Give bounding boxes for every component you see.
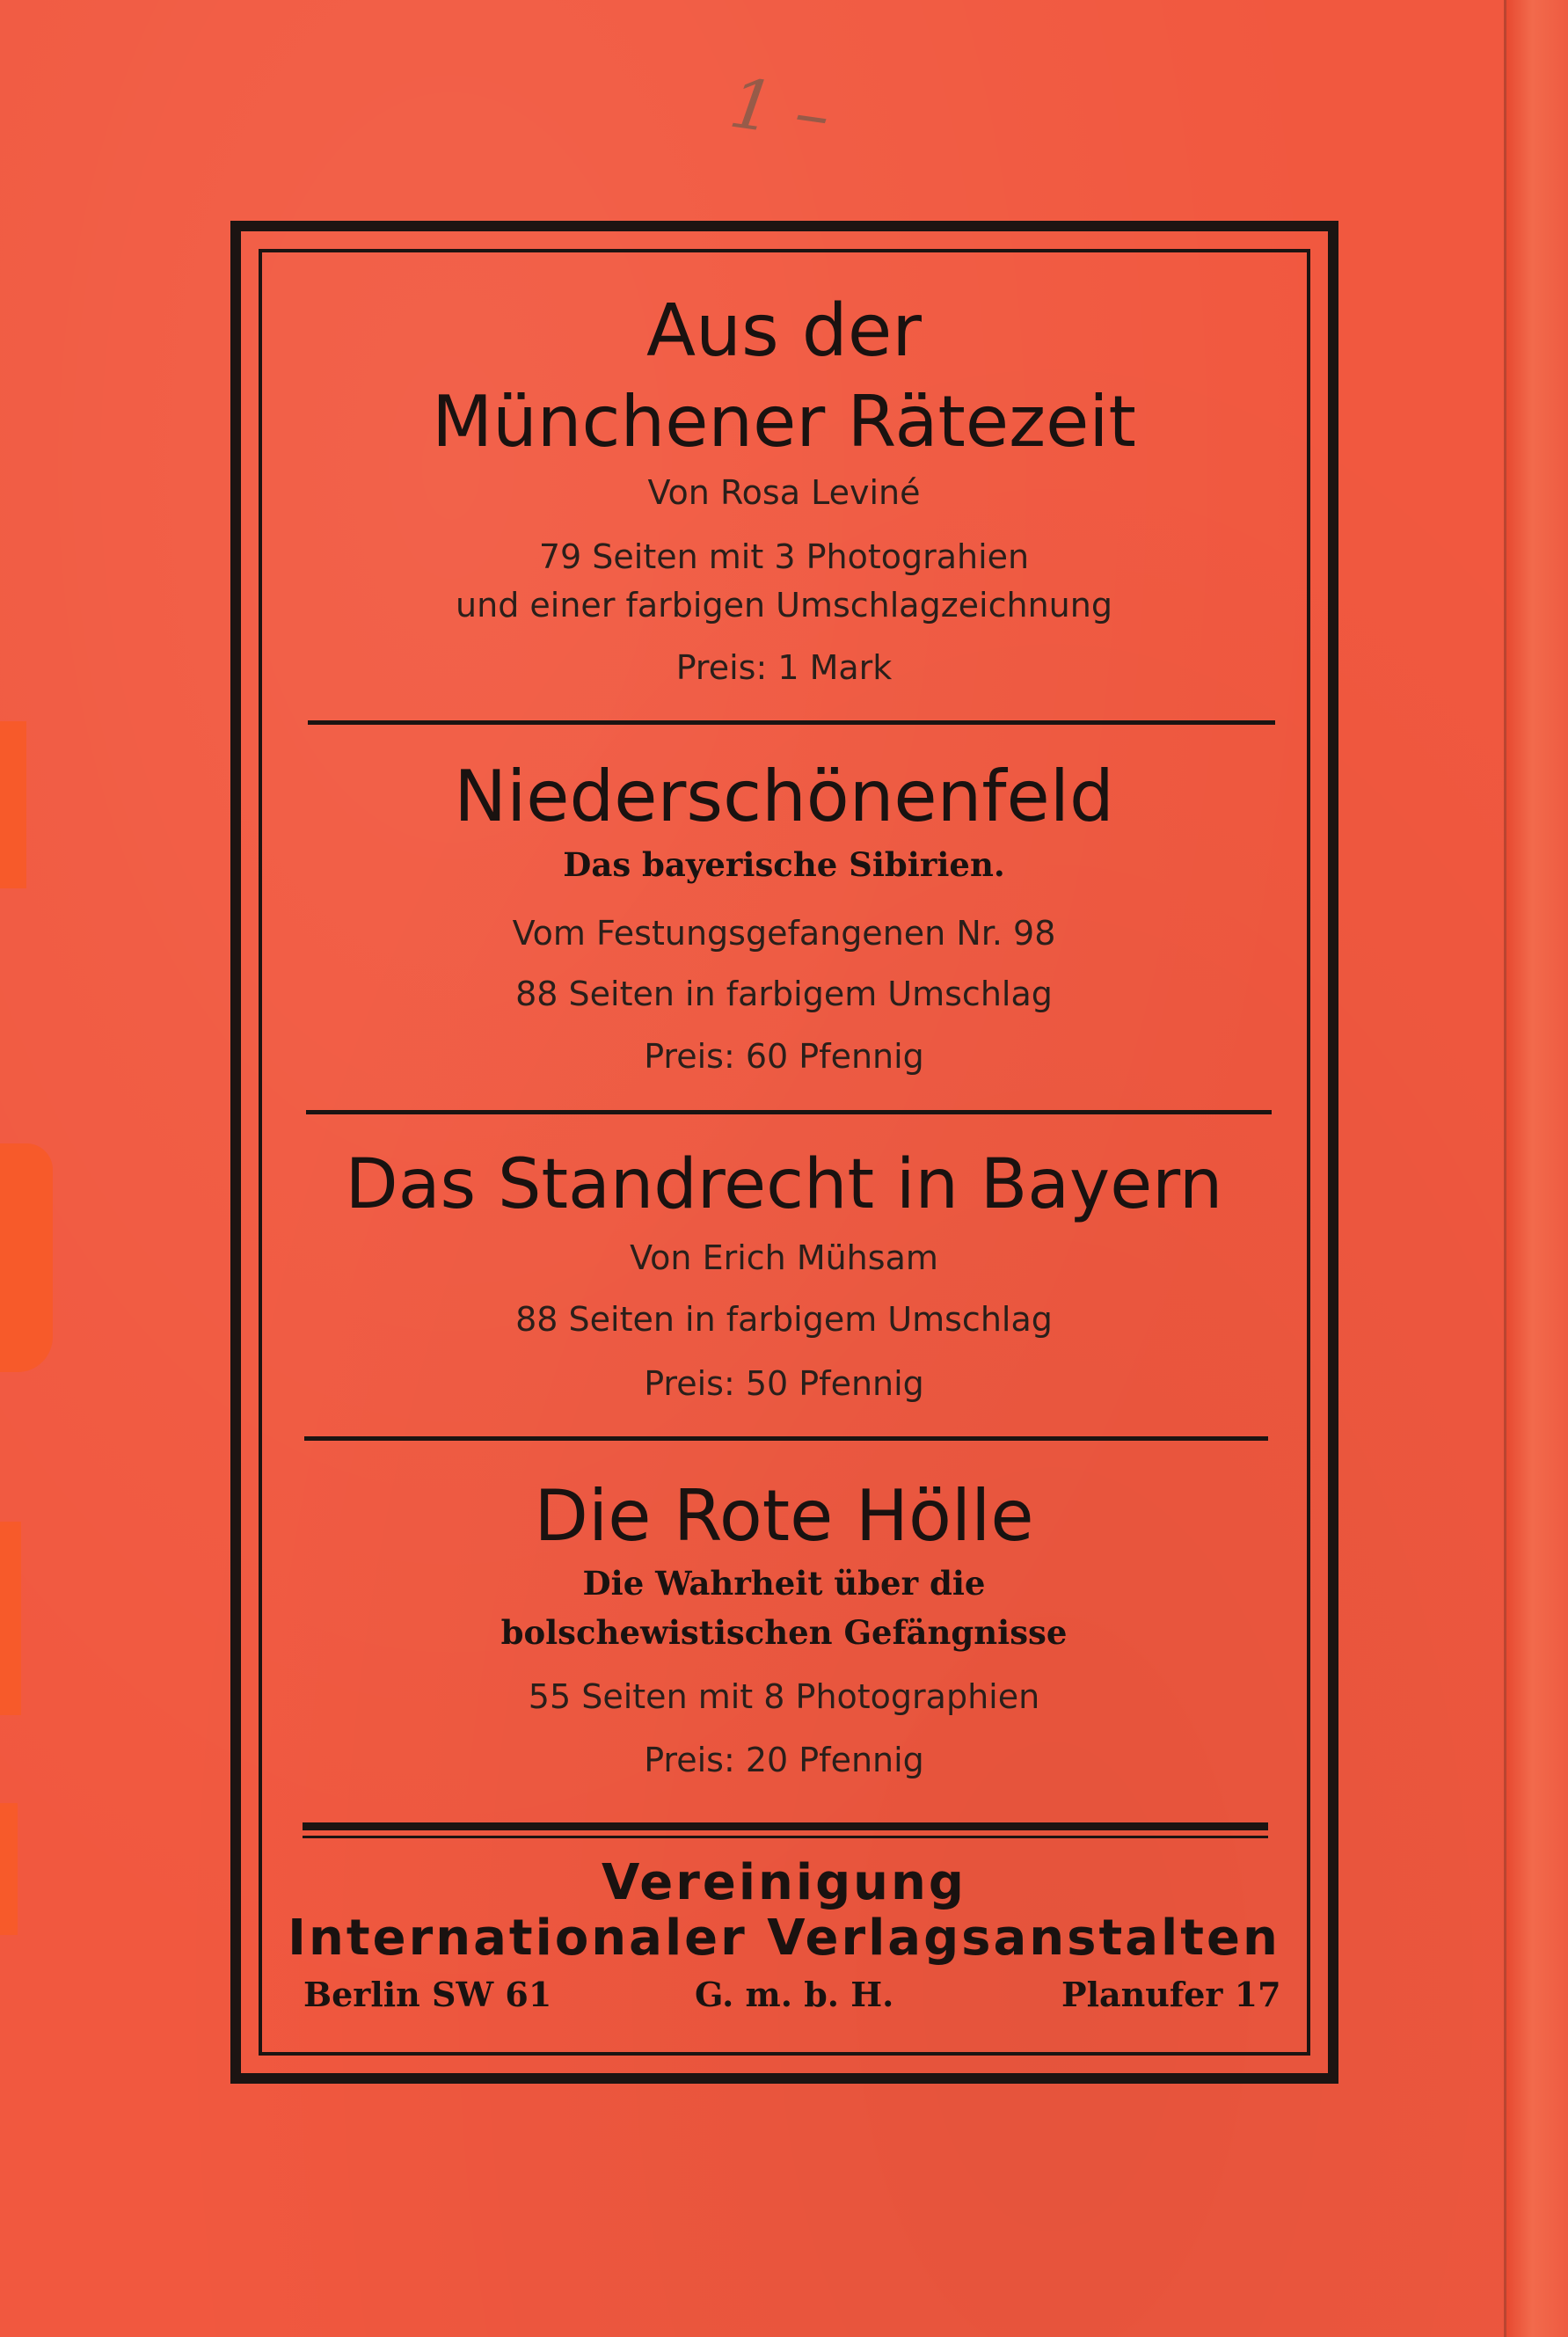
publisher-divider-thin — [303, 1836, 1268, 1838]
book-2-title-row — [0, 756, 1568, 837]
book-1-title-line2-row — [0, 381, 1568, 463]
book-3-description: 88 Seiten in farbigem Umschlag — [515, 1300, 1053, 1339]
book-3-description-row — [0, 1300, 1568, 1339]
book-4-price: Preis: 20 Pfennig — [644, 1741, 924, 1779]
book-3-title: Das Standrecht in Bayern — [345, 1145, 1223, 1224]
publisher-city: Berlin SW 61 — [303, 1975, 552, 2014]
book-4-subtitle-line1-row — [0, 1564, 1568, 1603]
handwritten-note: 1 – — [725, 63, 835, 157]
book-1-title-line1-row — [0, 289, 1568, 373]
book-1-author-row — [0, 473, 1568, 512]
book-1-description-line2: und einer farbigen Umschlagzeichnung — [456, 586, 1112, 624]
book-4-description-row — [0, 1677, 1568, 1716]
book-3-author-row — [0, 1238, 1568, 1277]
book-2-price: Preis: 60 Pfennig — [644, 1037, 924, 1076]
book-2-subtitle-row — [0, 845, 1568, 884]
section-divider — [304, 1436, 1268, 1441]
book-2-subtitle: Das bayerische Sibirien. — [563, 845, 1005, 884]
book-1-author: Von Rosa Leviné — [647, 473, 921, 512]
book-3-author: Von Erich Mühsam — [630, 1238, 938, 1277]
book-1-title-line2: Münchener Rätezeit — [432, 381, 1136, 463]
book-1-description-line2-row — [0, 588, 1568, 622]
book-1-price: Preis: 1 Mark — [675, 648, 893, 687]
book-4-subtitle-line2: bolschewistischen Gefängnisse — [500, 1613, 1068, 1652]
publisher-name-line1: Vereinigung — [601, 1854, 967, 1911]
book-4-title-row — [0, 1475, 1568, 1557]
book-3-price: Preis: 50 Pfennig — [644, 1364, 924, 1403]
publisher-company-form: G. m. b. H. — [695, 1975, 894, 2014]
publisher-name-line2-row — [0, 1910, 1568, 1967]
book-4-description: 55 Seiten mit 8 Photographien — [528, 1677, 1040, 1716]
book-2-price-row — [0, 1037, 1568, 1076]
publisher-name-line1-row — [0, 1854, 1568, 1911]
book-2-description-row — [0, 977, 1568, 1011]
book-1-title-line1: Aus der — [645, 289, 923, 373]
book-4-title: Die Rote Hölle — [534, 1475, 1034, 1557]
book-3-title-row — [0, 1145, 1568, 1224]
book-1-description-line1: 79 Seiten mit 3 Photograhien — [538, 537, 1030, 576]
publisher-divider — [303, 1822, 1268, 1830]
book-4-price-row — [0, 1743, 1568, 1777]
book-2-author-row — [0, 914, 1568, 953]
publisher-name-line2: Internationaler Verlagsanstalten — [288, 1910, 1280, 1967]
book-4-subtitle-line2-row — [0, 1613, 1568, 1652]
section-divider — [306, 1110, 1272, 1114]
book-2-title: Niederschönenfeld — [454, 756, 1114, 837]
section-divider — [308, 720, 1275, 725]
book-3-price-row — [0, 1364, 1568, 1403]
book-4-subtitle-line1: Die Wahrheit über die — [582, 1564, 986, 1603]
publisher-street: Planufer 17 — [1061, 1975, 1281, 2014]
book-2-description: 88 Seiten in farbigem Umschlag — [515, 975, 1053, 1013]
book-1-description-line1-row — [0, 537, 1568, 576]
book-2-author: Vom Festungsgefangenen Nr. 98 — [512, 914, 1056, 953]
book-1-price-row — [0, 648, 1568, 687]
